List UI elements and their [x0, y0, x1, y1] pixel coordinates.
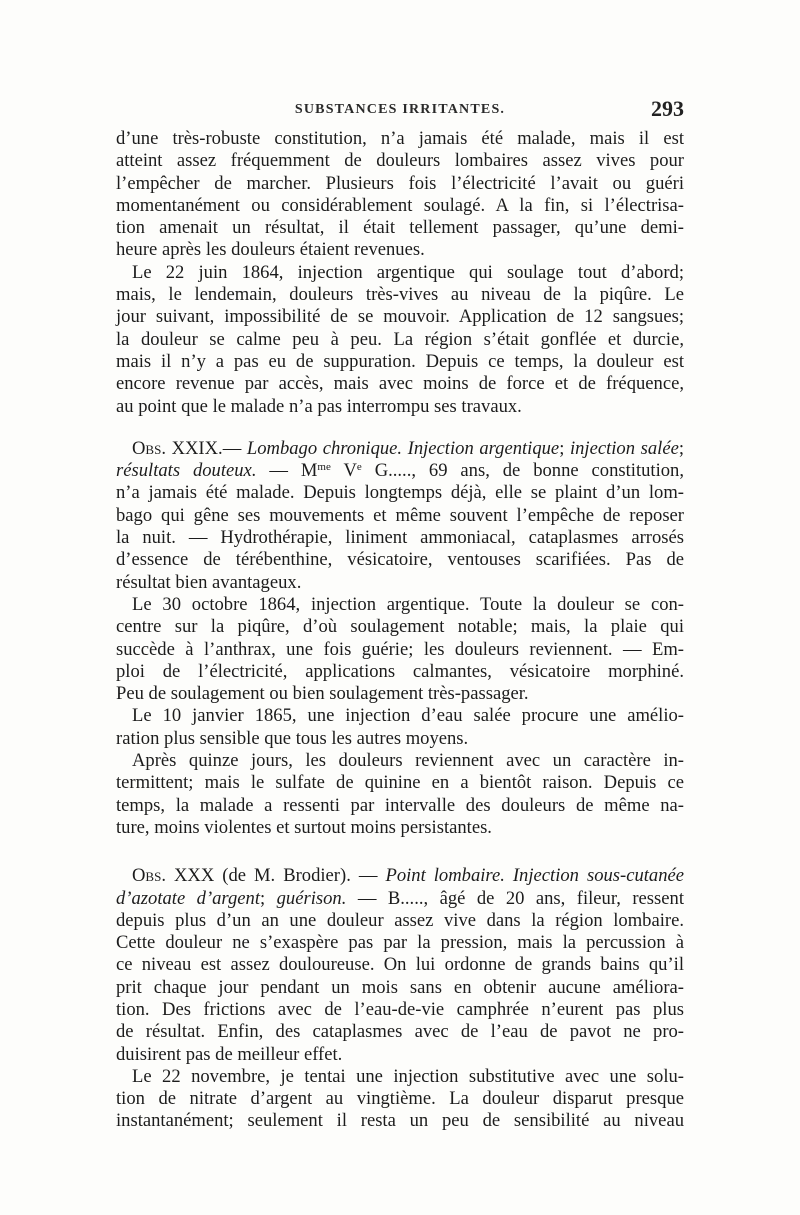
observation-author: (de M. Brodier).: [222, 865, 351, 887]
text-line: bago qui gêne ses mouvements et même souvent l’empêche de reposer: [116, 504, 684, 526]
page-body: [116, 128, 684, 1133]
dash: —: [357, 887, 377, 909]
dash: —: [358, 865, 378, 887]
text-line: tion amenait un résultat, il était tellement passager, qu’une demi-: [116, 217, 684, 239]
observation-label: Obs. XXIX.: [132, 437, 223, 459]
dash: —: [269, 460, 288, 482]
observation-title: Lombago chronique. Injection argentique: [246, 437, 560, 459]
text-line: n’a jamais été malade. Depuis longtemps déjà, elle se plaint d’un lom-: [116, 482, 684, 504]
text-line: Le 30 octobre 1864, injection argentique. Toute la douleur se con-: [132, 593, 684, 615]
text-line: la douleur se calme peu à peu. La région s’était gonflée et durcie,: [116, 328, 684, 350]
text-line: au point que le malade n’a pas interrompu ses travaux.: [116, 395, 522, 417]
text-line: termittent; mais le sulfate de quinine en a bientôt raison. Depuis ce: [116, 772, 684, 794]
text-line: Peu de soulagement ou bien soulagement très-passager.: [116, 683, 529, 705]
text-line: ploi de l’électricité, applications calmantes, vésicatoire morphiné.: [116, 660, 684, 682]
paragraph-january-1865: [116, 705, 684, 750]
text-line: succède à l’anthrax, une fois guérie; les douleurs reviennent. — Em-: [116, 638, 684, 660]
text-line: résultat bien avantageux.: [116, 571, 302, 593]
text-line: jour suivant, impossibilité de se mouvoir. Application de 12 sangsues;: [116, 306, 684, 328]
text: V: [343, 460, 357, 482]
observation-title: guérison.: [276, 887, 347, 909]
dash: —: [222, 437, 242, 459]
text-line: de résultat. Enfin, des cataplasmes avec de l’eau de pavot ne pro-: [116, 1021, 684, 1043]
text: B....., âgé de 20 ans, fileur, ressent: [387, 887, 684, 909]
text-line: ration plus sensible que tous les autres moyens.: [116, 727, 469, 749]
paragraph-june-1864: [116, 262, 684, 418]
observation-title: injection salée: [569, 437, 679, 459]
observation-title: résultats douteux.: [116, 460, 257, 482]
observation-title: d’azotate d’argent: [116, 887, 260, 909]
paragraph-continuation: [116, 128, 684, 262]
text-line: Le 22 novembre, je tentai une injection substitutive avec une solu-: [132, 1065, 684, 1087]
punct: ;: [678, 437, 684, 459]
text-line: tion. Des frictions avec de l’eau-de-vie camphrée n’eurent pas plus: [116, 998, 684, 1020]
text-line: la nuit. — Hydrothérapie, liniment ammoniacal, cataplasmes arrosés: [116, 527, 684, 549]
text-line: temps, la malade a ressenti par intervalle des douleurs de même na-: [116, 794, 684, 816]
text-line: tion de nitrate d’argent au vingtième. La douleur disparut presque: [116, 1088, 684, 1110]
text-line: mais, le lendemain, douleurs très-vives au niveau de la piqûre. Le: [116, 284, 684, 306]
text-line: centre sur la piqûre, d’où soulagement notable; mais, la plaie qui: [116, 616, 684, 638]
text-line: Le 22 juin 1864, injection argentique qui soulage tout d’abord;: [132, 261, 684, 283]
text-line: prit chaque jour pendant un mois sans en obtenir aucune améliora-: [116, 976, 684, 998]
running-head: SUBSTANCES IRRITANTES.: [294, 102, 506, 117]
text: G....., 69 ans, de bonne constitution,: [374, 460, 684, 482]
paragraph-22-novembre: [116, 1066, 684, 1133]
superscript: e: [356, 461, 362, 474]
observation-title: Point lombaire. Injection sous-cutanée: [385, 865, 685, 887]
observation-heading-line: [116, 888, 684, 910]
text-line: mais il n’y a pas eu de suppuration. Depuis ce temps, la douleur est: [116, 350, 684, 372]
patient-title: M: [300, 460, 318, 482]
text-line: duisirent pas de meilleur effet.: [116, 1043, 343, 1065]
text-line: Le 10 janvier 1865, une injection d’eau salée procure une amélio-: [132, 705, 684, 727]
paragraph-quinze-jours: [116, 750, 684, 839]
observation-xxx: [116, 865, 684, 1066]
text-line: ce niveau est assez douloureuse. On lui ordonne de grands bains qu’il: [116, 954, 684, 976]
text-line: Cette douleur ne s’exaspère pas par la pression, mais la percussion à: [116, 932, 684, 954]
text-line: l’empêcher de marcher. Plusieurs fois l’électricité l’avait ou guéri: [116, 172, 684, 194]
observation-heading-line: [116, 460, 684, 482]
observation-label: Obs. XXX: [132, 865, 215, 887]
punct: ;: [559, 437, 565, 459]
text-line: momentanément ou considérablement soulagé. A la fin, si l’électrisa-: [116, 194, 684, 216]
text-line: depuis plus d’un an une douleur assez vive dans la région lombaire.: [116, 909, 684, 931]
page-number: 293: [651, 96, 684, 121]
observation-heading-line: [116, 438, 684, 460]
page-header: [116, 96, 684, 126]
text-line: d’une très-robuste constitution, n’a jamais été malade, mais il est: [116, 128, 684, 149]
observation-heading-line: [116, 865, 684, 887]
text-line: Après quinze jours, les douleurs reviennent avec un caractère in-: [132, 750, 684, 772]
text-line: ture, moins violentes et surtout moins persistantes.: [116, 816, 492, 838]
text-line: encore revenue par accès, mais avec moins de force et de fréquence,: [116, 373, 684, 395]
text-line: heure après les douleurs étaient revenues.: [116, 239, 425, 261]
paragraph-october-1864: [116, 594, 684, 705]
observation-xxix: [116, 438, 684, 594]
text-line: d’essence de térébenthine, vésicatoire, ventouses scarifiées. Pas de: [116, 549, 684, 571]
superscript: me: [317, 461, 331, 474]
text-line: atteint assez fréquemment de douleurs lombaires assez vives pour: [116, 150, 684, 172]
text-line: instantanément; seulement il resta un peu de sensibilité au niveau: [116, 1110, 684, 1132]
punct: ;: [260, 887, 266, 909]
